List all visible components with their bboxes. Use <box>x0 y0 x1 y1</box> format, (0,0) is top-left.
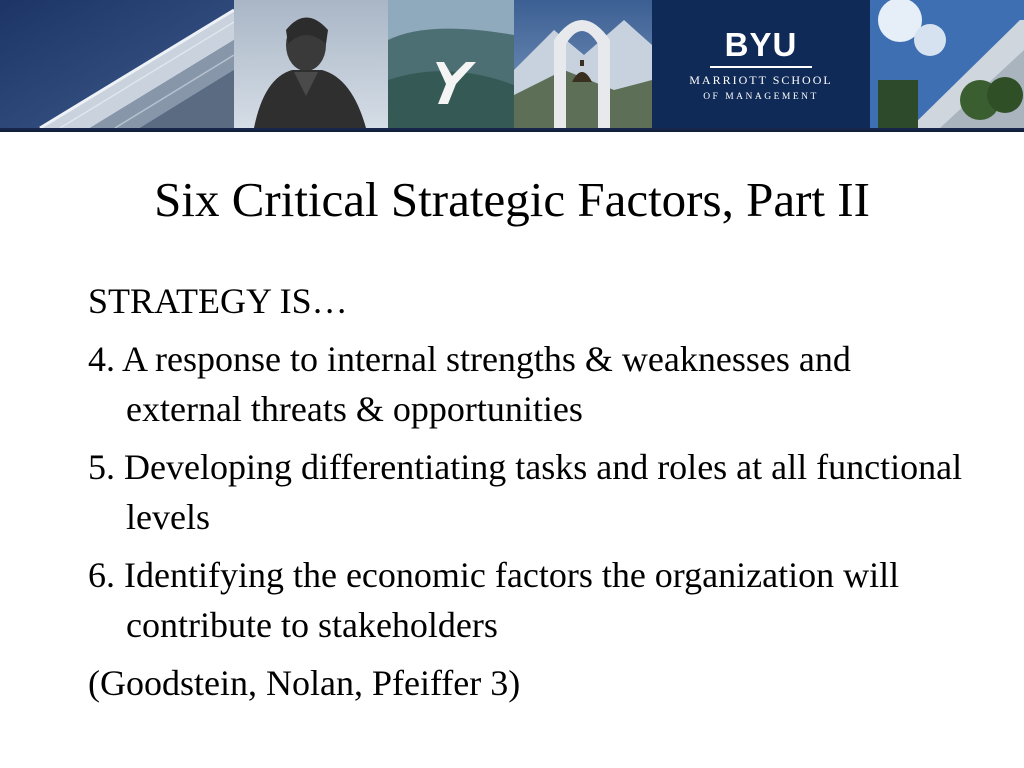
header-banner <box>0 0 1024 128</box>
citation: (Goodstein, Nolan, Pfeiffer 3) <box>88 663 521 703</box>
logo-divider <box>710 66 812 68</box>
list-item: 4. A response to internal strengths & weaknesses and external threats & opportunities <box>88 339 851 429</box>
banner-divider <box>0 128 1024 132</box>
strategy-intro: STRATEGY IS… <box>88 281 348 321</box>
bell-arch-photo <box>514 0 652 128</box>
campus-building-photo <box>870 0 1024 128</box>
logo-school-text: MARRIOTT SCHOOL <box>689 73 833 87</box>
statue-photo <box>234 0 388 128</box>
slide-title: Six Critical Strategic Factors, Part II <box>154 172 870 227</box>
list-item: 6. Identifying the economic factors the organization will contribute to stakeholders <box>88 555 900 645</box>
building-glass-photo <box>0 0 234 128</box>
mountain-y-photo <box>388 0 514 128</box>
logo-byu-text: BYU <box>724 26 798 63</box>
byu-marriott-logo <box>652 0 870 128</box>
logo-management-text: OF MANAGEMENT <box>703 92 819 102</box>
slide-body <box>88 276 968 716</box>
list-item: 5. Developing differentiating tasks and roles at all functional levels <box>88 447 963 537</box>
